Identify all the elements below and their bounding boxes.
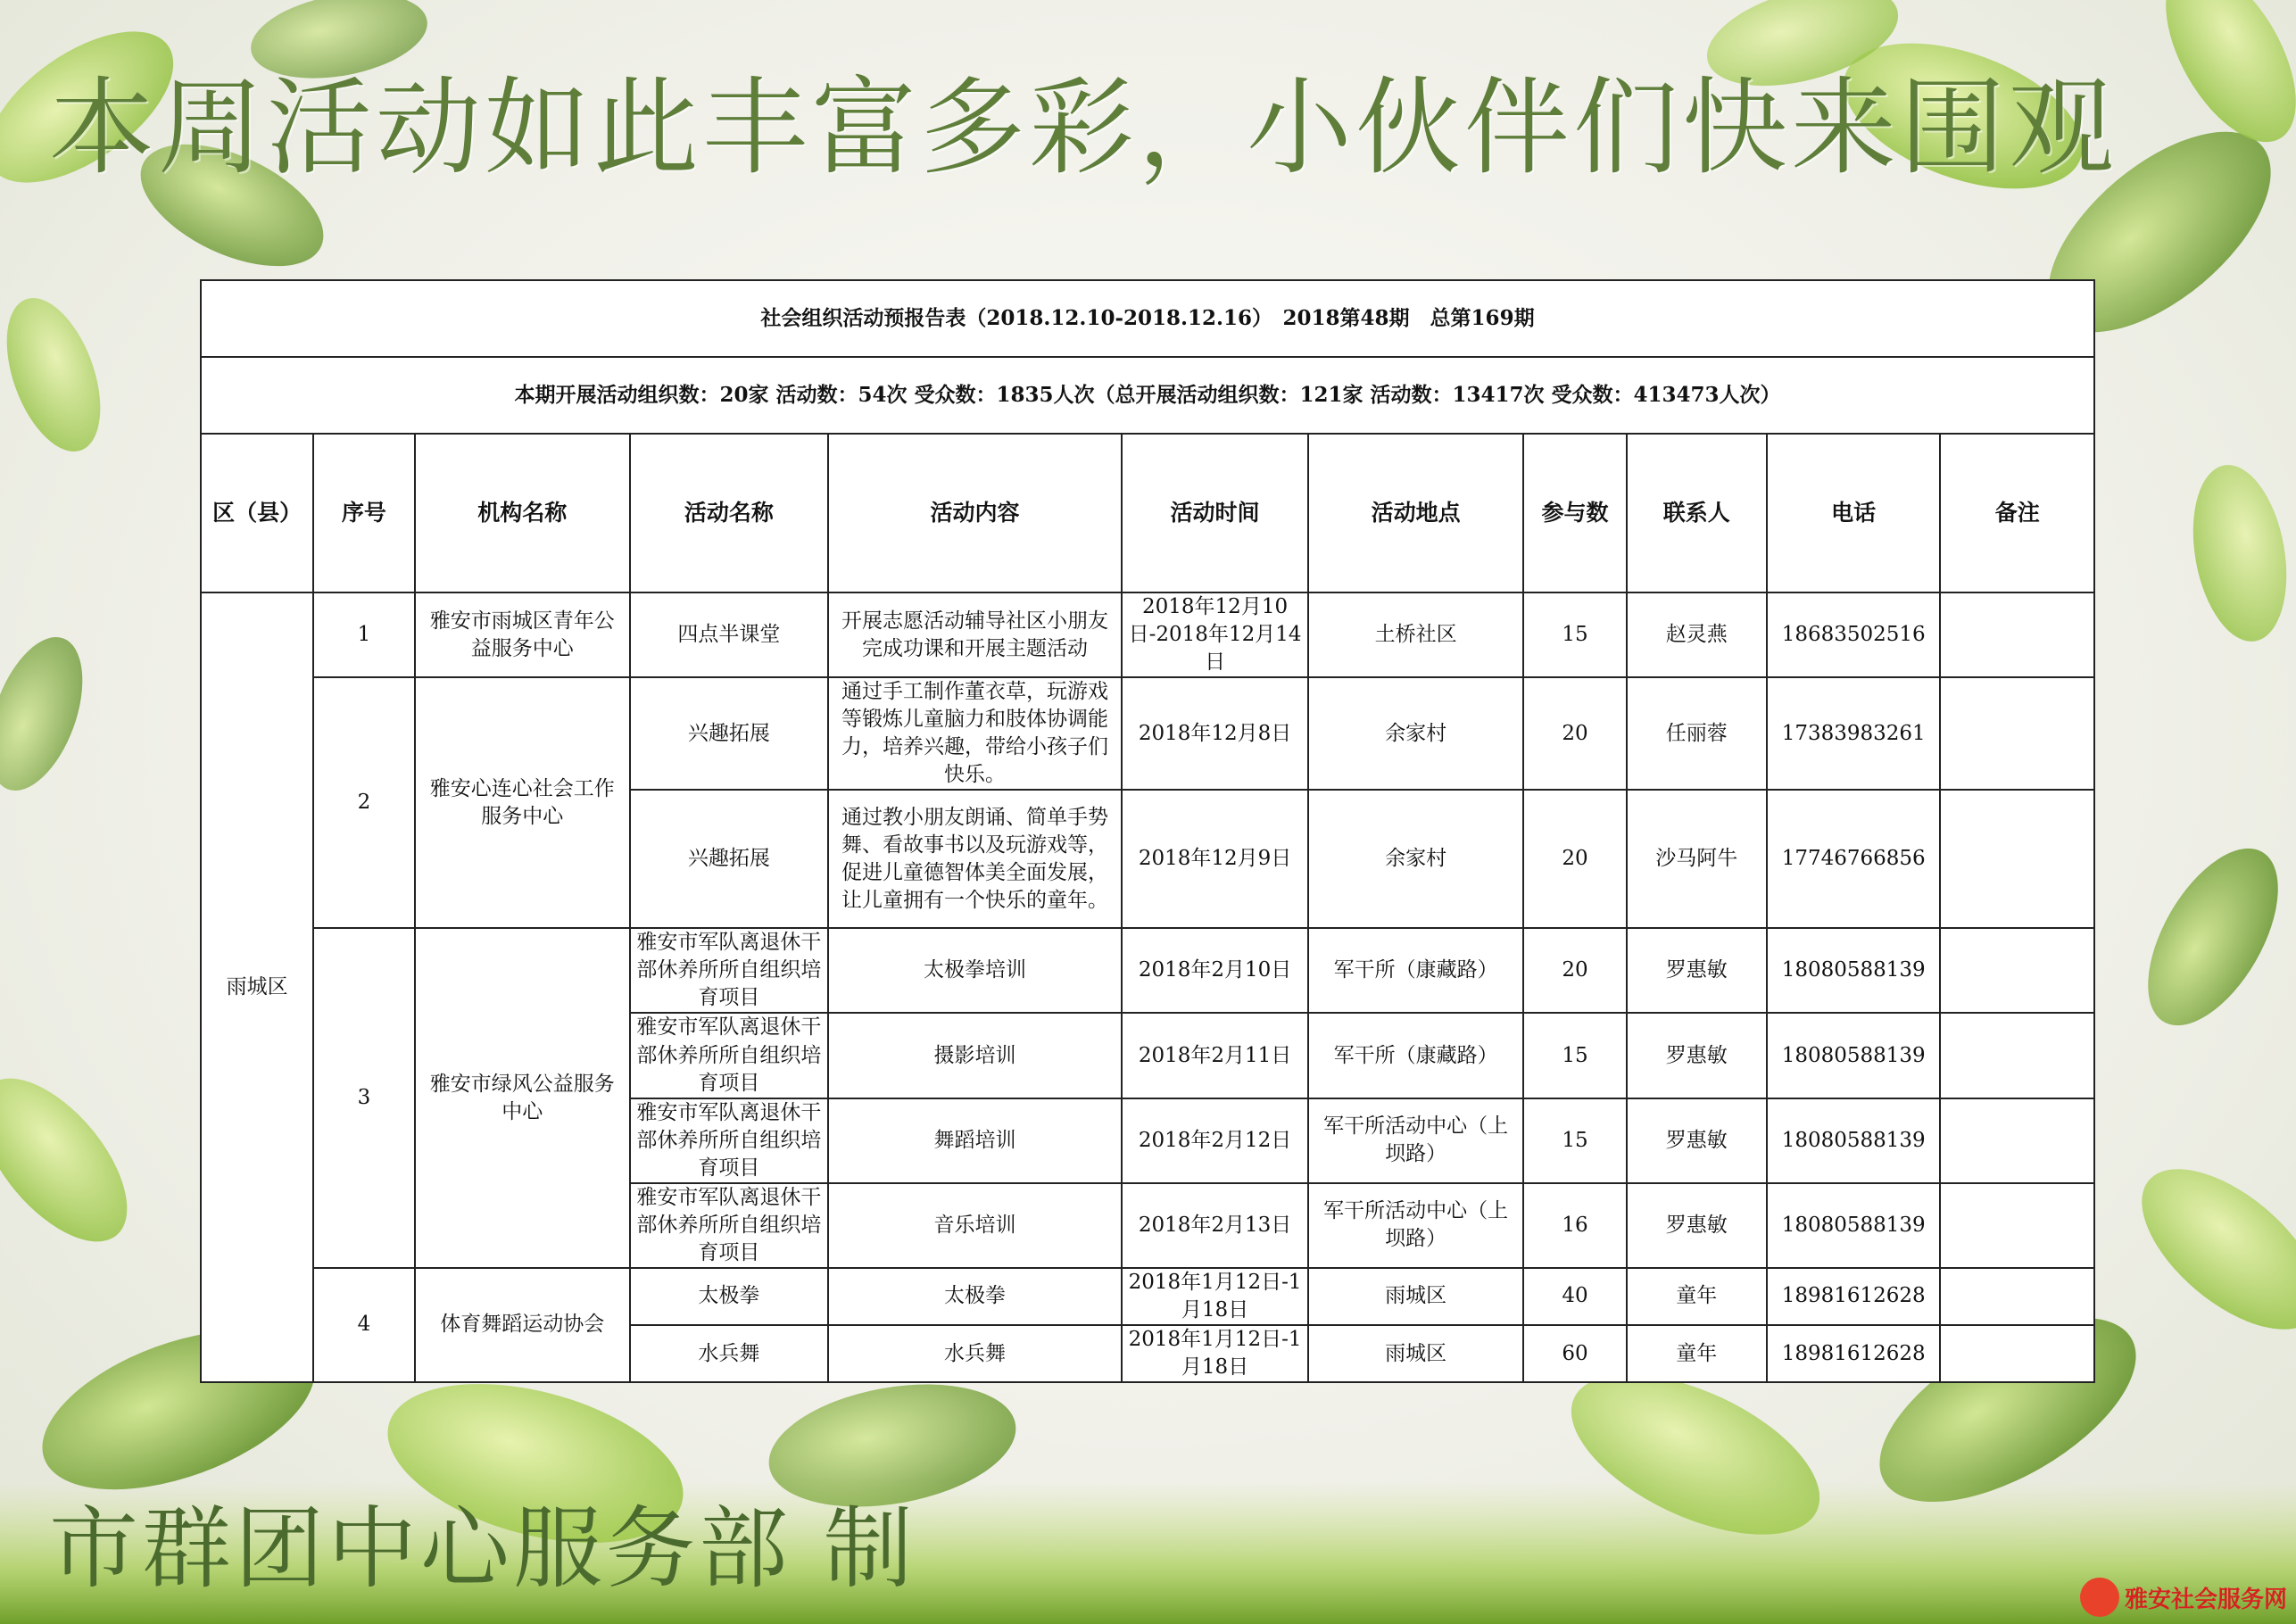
time-cell: 2018年12月8日 xyxy=(1122,677,1307,790)
time-cell: 2018年2月11日 xyxy=(1122,1013,1307,1098)
count-cell: 40 xyxy=(1523,1268,1626,1325)
time-cell: 2018年12月10日-2018年12月14日 xyxy=(1122,592,1307,677)
seq-cell: 2 xyxy=(313,677,414,928)
org-cell: 体育舞蹈运动协会 xyxy=(415,1268,631,1382)
header-time: 活动时间 xyxy=(1122,434,1307,592)
remark-cell xyxy=(1940,1268,2094,1325)
count-cell: 20 xyxy=(1523,677,1626,790)
count-cell: 60 xyxy=(1523,1325,1626,1382)
contact-cell: 任丽蓉 xyxy=(1627,677,1767,790)
content-cell: 音乐培训 xyxy=(828,1183,1123,1268)
time-cell: 2018年1月12日-1月18日 xyxy=(1122,1325,1307,1382)
activity-cell: 兴趣拓展 xyxy=(630,677,828,790)
table-header-row xyxy=(201,434,2094,592)
phone-cell: 18080588139 xyxy=(1767,1183,1940,1268)
activity-cell: 雅安市军队离退休干部休养所所自组织培育项目 xyxy=(630,1098,828,1183)
seq-cell: 4 xyxy=(313,1268,414,1382)
count-cell: 15 xyxy=(1523,1013,1626,1098)
place-cell: 雨城区 xyxy=(1308,1268,1524,1325)
activity-cell: 四点半课堂 xyxy=(630,592,828,677)
count-cell: 20 xyxy=(1523,928,1626,1013)
time-cell: 2018年2月10日 xyxy=(1122,928,1307,1013)
content-cell: 开展志愿活动辅导社区小朋友完成功课和开展主题活动 xyxy=(828,592,1123,677)
count-cell: 20 xyxy=(1523,790,1626,928)
phone-cell: 18981612628 xyxy=(1767,1268,1940,1325)
content-cell: 舞蹈培训 xyxy=(828,1098,1123,1183)
remark-cell xyxy=(1940,1183,2094,1268)
seq-cell: 3 xyxy=(313,928,414,1268)
place-cell: 军干所活动中心（上坝路） xyxy=(1308,1183,1524,1268)
content-cell: 摄影培训 xyxy=(828,1013,1123,1098)
contact-cell: 童年 xyxy=(1627,1268,1767,1325)
place-cell: 余家村 xyxy=(1308,677,1524,790)
district-cell: 雨城区 xyxy=(201,592,313,1382)
content-cell: 通过手工制作董衣草，玩游戏等锻炼儿童脑力和肢体协调能力，培养兴趣，带给小孩子们快乐。 xyxy=(828,677,1123,790)
time-cell: 2018年1月12日-1月18日 xyxy=(1122,1268,1307,1325)
remark-cell xyxy=(1940,592,2094,677)
activity-report-table xyxy=(200,279,2095,1383)
contact-cell: 童年 xyxy=(1627,1325,1767,1382)
header-org: 机构名称 xyxy=(415,434,631,592)
place-cell: 军干所（康藏路） xyxy=(1308,928,1524,1013)
count-cell: 16 xyxy=(1523,1183,1626,1268)
report-summary: 本期开展活动组织数：20家 活动数：54次 受众数：1835人次（总开展活动组织数：121家 活动数：13417次 受众数：413473人次） xyxy=(201,357,2094,434)
org-cell: 雅安市雨城区青年公益服务中心 xyxy=(415,592,631,677)
header-activity: 活动名称 xyxy=(630,434,828,592)
phone-cell: 18981612628 xyxy=(1767,1325,1940,1382)
time-cell: 2018年2月13日 xyxy=(1122,1183,1307,1268)
header-phone: 电话 xyxy=(1767,434,1940,592)
place-cell: 土桥社区 xyxy=(1308,592,1524,677)
contact-cell: 赵灵燕 xyxy=(1627,592,1767,677)
remark-cell xyxy=(1940,1325,2094,1382)
header-place: 活动地点 xyxy=(1308,434,1524,592)
activity-cell: 太极拳 xyxy=(630,1268,828,1325)
header-district: 区（县） xyxy=(201,434,313,592)
contact-cell: 罗惠敏 xyxy=(1627,928,1767,1013)
contact-cell: 罗惠敏 xyxy=(1627,1013,1767,1098)
table-row xyxy=(201,928,2094,1013)
org-cell: 雅安心连心社会工作服务中心 xyxy=(415,677,631,928)
page-footer: 市群团中心服务部 制 xyxy=(49,1496,916,1601)
activity-cell: 雅安市军队离退休干部休养所所自组织培育项目 xyxy=(630,1183,828,1268)
activity-cell: 雅安市军队离退休干部休养所所自组织培育项目 xyxy=(630,1013,828,1098)
remark-cell xyxy=(1940,1013,2094,1098)
header-seq: 序号 xyxy=(313,434,414,592)
phone-cell: 17746766856 xyxy=(1767,790,1940,928)
header-remark: 备注 xyxy=(1940,434,2094,592)
site-watermark xyxy=(2080,1578,2287,1617)
contact-cell: 沙马阿牛 xyxy=(1627,790,1767,928)
content-cell: 水兵舞 xyxy=(828,1325,1123,1382)
place-cell: 雨城区 xyxy=(1308,1325,1524,1382)
seq-cell: 1 xyxy=(313,592,414,677)
contact-cell: 罗惠敏 xyxy=(1627,1183,1767,1268)
page-headline: 本周活动如此丰富多彩，小伙伴们快来围观 xyxy=(49,66,2118,189)
place-cell: 余家村 xyxy=(1308,790,1524,928)
phone-cell: 18080588139 xyxy=(1767,928,1940,1013)
count-cell: 15 xyxy=(1523,592,1626,677)
remark-cell xyxy=(1940,1098,2094,1183)
phone-cell: 17383983261 xyxy=(1767,677,1940,790)
phone-cell: 18080588139 xyxy=(1767,1013,1940,1098)
place-cell: 军干所（康藏路） xyxy=(1308,1013,1524,1098)
time-cell: 2018年2月12日 xyxy=(1122,1098,1307,1183)
table-row xyxy=(201,1268,2094,1325)
content-cell: 太极拳 xyxy=(828,1268,1123,1325)
org-cell: 雅安市绿风公益服务中心 xyxy=(415,928,631,1268)
report-title: 社会组织活动预报告表（2018.12.10-2018.12.16） 2018第48期 总第169期 xyxy=(201,280,2094,357)
content-cell: 通过教小朋友朗诵、简单手势舞、看故事书以及玩游戏等，促进儿童德智体美全面发展，让儿童拥有一个快乐的童年。 xyxy=(828,790,1123,928)
content-cell: 太极拳培训 xyxy=(828,928,1123,1013)
phone-cell: 18080588139 xyxy=(1767,1098,1940,1183)
place-cell: 军干所活动中心（上坝路） xyxy=(1308,1098,1524,1183)
table-row xyxy=(201,592,2094,677)
activity-cell: 水兵舞 xyxy=(630,1325,828,1382)
contact-cell: 罗惠敏 xyxy=(1627,1098,1767,1183)
remark-cell xyxy=(1940,928,2094,1013)
header-count: 参与数 xyxy=(1523,434,1626,592)
header-content: 活动内容 xyxy=(828,434,1123,592)
header-contact: 联系人 xyxy=(1627,434,1767,592)
time-cell: 2018年12月9日 xyxy=(1122,790,1307,928)
activity-cell: 雅安市军队离退休干部休养所所自组织培育项目 xyxy=(630,928,828,1013)
table-row xyxy=(201,677,2094,790)
activity-cell: 兴趣拓展 xyxy=(630,790,828,928)
watermark-text: 雅安社会服务网 xyxy=(2124,1586,2287,1613)
remark-cell xyxy=(1940,677,2094,790)
phone-cell: 18683502516 xyxy=(1767,592,1940,677)
site-logo-icon xyxy=(2080,1578,2119,1617)
remark-cell xyxy=(1940,790,2094,928)
count-cell: 15 xyxy=(1523,1098,1626,1183)
